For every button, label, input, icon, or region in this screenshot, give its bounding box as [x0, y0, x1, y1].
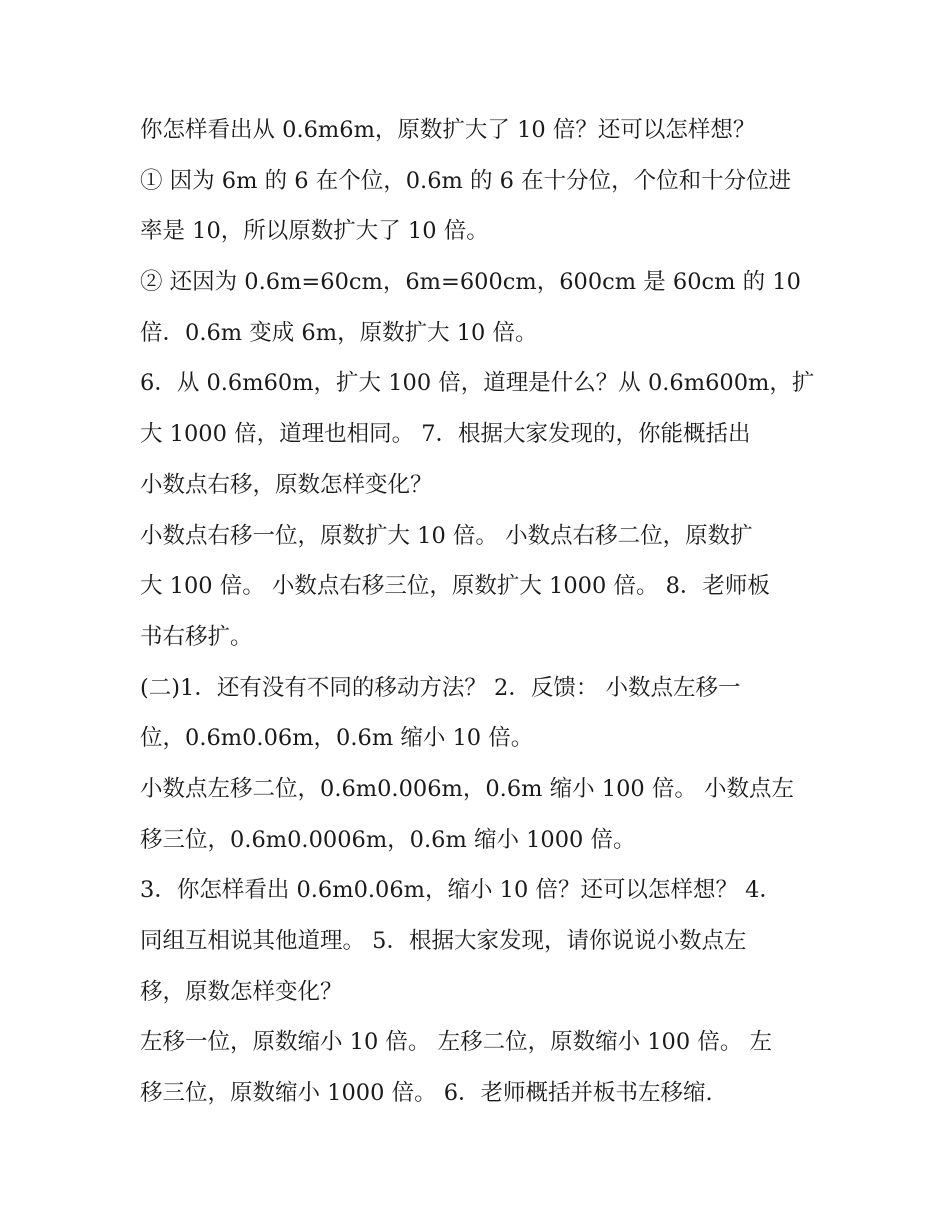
text-line: 小数点左移二位，0.6m0.006m，0.6m 缩小 100 倍。 小数点左	[140, 775, 795, 802]
text-line: 率是 10，所以原数扩大了 10 倍。	[140, 218, 489, 245]
text-line: 移，原数怎样变化？	[140, 978, 343, 1005]
text-line: 移三位，0.6m0.0006m，0.6m 缩小 1000 倍。	[140, 826, 636, 853]
text-line: 小数点右移，原数怎样变化？	[140, 471, 433, 498]
text-line: 小数点右移一位，原数扩大 10 倍。 小数点右移二位，原数扩	[140, 522, 753, 549]
text-line: ① 因为 6m 的 6 在个位，0.6m 的 6 在十分位，个位和十分位进	[140, 167, 792, 194]
text-line: 3．你怎样看出 0.6m0.06m，缩小 10 倍？还可以怎样想？ 4．	[140, 877, 782, 904]
text-line: 位，0.6m0.06m，0.6m 缩小 10 倍。	[140, 725, 534, 752]
text-line: 大 1000 倍，道理也相同。 7．根据大家发现的，你能概括出	[140, 421, 751, 448]
text-line: 你怎样看出从 0.6m6m，原数扩大了 10 倍？还可以怎样想？	[140, 117, 756, 143]
text-line: (二)1．还有没有不同的移动方法？ 2．反馈： 小数点左移一	[140, 674, 741, 701]
text-line: 倍．0.6m 变成 6m，原数扩大 10 倍。	[140, 319, 538, 346]
text-line: 书右移扩。	[140, 623, 253, 650]
document-body	[140, 105, 820, 1119]
text-line: 同组互相说其他道理。 5．根据大家发现，请你说说小数点左	[140, 928, 747, 954]
text-line: 移三位，原数缩小 1000 倍。 6．老师概括并板书左移缩.	[140, 1080, 713, 1107]
text-line: ② 还因为 0.6m=60cm，6m=600cm，600cm 是 60cm 的 10	[140, 269, 801, 296]
text-line: 6．从 0.6m60m，扩大 100 倍，道理是什么？从 0.6m600m，扩	[140, 370, 815, 397]
text-line: 左移一位，原数缩小 10 倍。 左移二位，原数缩小 100 倍。 左	[140, 1029, 772, 1056]
text-line: 大 100 倍。 小数点右移三位，原数扩大 1000 倍。 8．老师板	[140, 573, 770, 600]
